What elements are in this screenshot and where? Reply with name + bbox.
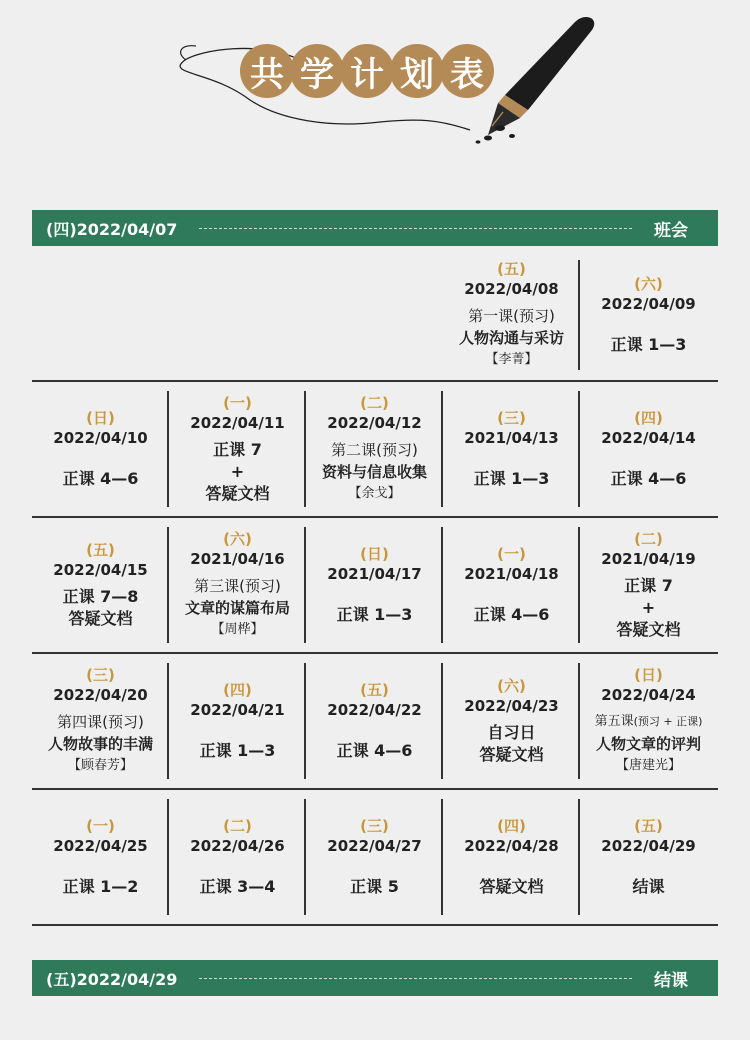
- activity-text: 正课 3—4: [199, 877, 276, 896]
- weekday-label: (三): [360, 817, 389, 835]
- weekday-label: (六): [634, 275, 663, 293]
- lesson-number: 第三课(预习): [194, 577, 281, 595]
- activity-text: 结课: [632, 877, 665, 896]
- bottom-banner-date: (五)2022/04/29: [46, 969, 178, 989]
- date-label: 2022/04/24: [601, 686, 696, 704]
- fountain-pen-icon: [488, 17, 594, 135]
- page-title: [240, 44, 490, 98]
- lesson-number: 第四课(预习): [57, 713, 144, 731]
- row-divider: [32, 380, 718, 382]
- row-divider: [32, 924, 718, 926]
- lesson-title: 人物故事的丰满: [47, 735, 153, 753]
- activity-text: 正课 4—6: [610, 469, 687, 488]
- title-char: 表: [440, 44, 494, 98]
- date-label: 2022/04/12: [327, 414, 422, 432]
- lesson-number: 第二课(预习): [331, 441, 418, 459]
- lesson-teacher: 【周桦】: [211, 622, 264, 637]
- activity-text: 正课 7: [624, 576, 673, 595]
- banner-dashed-line: [199, 978, 632, 979]
- weekday-label: (三): [86, 666, 115, 684]
- top-banner-date: (四)2022/04/07: [46, 219, 178, 239]
- weekday-label: (五): [86, 541, 115, 559]
- activity-text: 答疑文档: [68, 609, 133, 628]
- day-cell: [169, 791, 306, 923]
- date-label: 2021/04/19: [601, 550, 696, 568]
- bottom-banner-label: 结课: [654, 970, 688, 991]
- lesson-number-text: 第五课: [594, 714, 634, 729]
- top-banner-label: 班会: [654, 220, 688, 241]
- weekday-label: (六): [497, 677, 526, 695]
- lesson-teacher: 【余戈】: [348, 486, 401, 501]
- weekday-label: (日): [360, 545, 389, 563]
- activity-text: 正课 1—3: [473, 469, 550, 488]
- weekday-label: (四): [634, 409, 663, 427]
- week-row: [32, 655, 718, 787]
- row-divider: [32, 516, 718, 518]
- weekday-label: (五): [634, 817, 663, 835]
- title-char: 计: [340, 44, 394, 98]
- date-label: 2021/04/16: [190, 550, 285, 568]
- date-label: 2022/04/23: [464, 697, 559, 715]
- date-label: 2022/04/11: [190, 414, 285, 432]
- day-cell: [580, 519, 717, 651]
- weekday-label: (二): [634, 530, 663, 548]
- lesson-title: 人物文章的评判: [595, 735, 701, 753]
- weekday-label: (日): [634, 666, 663, 684]
- weekday-label: (五): [360, 681, 389, 699]
- date-label: 2022/04/27: [327, 837, 422, 855]
- day-cell: [32, 519, 169, 651]
- activity-text: 正课 7—8: [62, 587, 139, 606]
- date-label: 2022/04/22: [327, 701, 422, 719]
- activity-text: 正课 5: [350, 877, 399, 896]
- lesson-title: 人物沟通与采访: [458, 329, 564, 347]
- day-cell: [306, 519, 443, 651]
- day-cell: [580, 252, 717, 378]
- date-label: 2022/04/25: [53, 837, 148, 855]
- lesson-title: 资料与信息收集: [321, 463, 427, 481]
- week-row: [32, 252, 718, 378]
- row-divider: [32, 788, 718, 790]
- activity-text: +: [641, 598, 656, 617]
- lesson-number: 第一课(预习): [468, 307, 555, 325]
- lesson-note: (预习 + 正课): [633, 715, 703, 728]
- activity-text: 正课 1—2: [62, 877, 139, 896]
- lesson-title: 文章的谋篇布局: [184, 599, 290, 617]
- weekday-label: (五): [497, 260, 526, 278]
- date-label: 2022/04/21: [190, 701, 285, 719]
- weekday-label: (三): [497, 409, 526, 427]
- activity-text: 答疑文档: [479, 745, 544, 764]
- banner-dashed-line: [199, 228, 632, 229]
- activity-text: 正课 4—6: [473, 605, 550, 624]
- lesson-teacher: 【唐建光】: [615, 758, 681, 773]
- activity-text: 答疑文档: [616, 620, 681, 639]
- empty-day-cell: [169, 252, 306, 378]
- activity-text: 正课 1—3: [199, 741, 276, 760]
- empty-day-cell: [32, 252, 169, 378]
- day-cell: [306, 655, 443, 787]
- day-cell: [306, 791, 443, 923]
- date-label: 2022/04/14: [601, 429, 696, 447]
- day-cell: [580, 383, 717, 515]
- row-divider: [32, 652, 718, 654]
- activity-text: 正课 4—6: [62, 469, 139, 488]
- title-char: 共: [240, 44, 294, 98]
- activity-text: 答疑文档: [479, 877, 544, 896]
- day-cell: [443, 519, 580, 651]
- day-cell: [169, 383, 306, 515]
- date-label: 2022/04/20: [53, 686, 148, 704]
- activity-text: 正课 1—3: [610, 335, 687, 354]
- date-label: 2022/04/08: [464, 280, 559, 298]
- date-label: 2021/04/17: [327, 565, 422, 583]
- day-cell: [443, 791, 580, 923]
- day-cell: [443, 655, 580, 787]
- weekday-label: (一): [86, 817, 115, 835]
- activity-text: 答疑文档: [205, 484, 270, 503]
- day-cell: [169, 519, 306, 651]
- activity-text: 正课 4—6: [336, 741, 413, 760]
- date-label: 2022/04/15: [53, 561, 148, 579]
- activity-text: 自习日: [487, 723, 536, 742]
- day-cell: [32, 655, 169, 787]
- day-cell: [169, 655, 306, 787]
- weekday-label: (二): [360, 394, 389, 412]
- day-cell: [32, 791, 169, 923]
- bottom-banner: [32, 960, 718, 996]
- date-label: 2022/04/09: [601, 295, 696, 313]
- date-label: 2021/04/18: [464, 565, 559, 583]
- lesson-teacher: 【顾春芳】: [67, 758, 133, 773]
- date-label: 2022/04/10: [53, 429, 148, 447]
- activity-text: +: [230, 462, 245, 481]
- title-char: 划: [390, 44, 444, 98]
- week-row: [32, 791, 718, 923]
- week-row: [32, 383, 718, 515]
- title-area: [0, 0, 750, 180]
- date-label: 2022/04/28: [464, 837, 559, 855]
- lesson-number: [595, 711, 703, 733]
- day-cell: [443, 383, 580, 515]
- date-label: 2021/04/13: [464, 429, 559, 447]
- activity-text: 正课 1—3: [336, 605, 413, 624]
- weekday-label: (四): [223, 681, 252, 699]
- day-cell: [580, 655, 717, 787]
- day-cell: [580, 791, 717, 923]
- day-cell: [443, 252, 580, 378]
- date-label: 2022/04/26: [190, 837, 285, 855]
- top-banner: [32, 210, 718, 246]
- weekday-label: (六): [223, 530, 252, 548]
- day-cell: [306, 383, 443, 515]
- weekday-label: (日): [86, 409, 115, 427]
- week-row: [32, 519, 718, 651]
- activity-text: 正课 7: [213, 440, 262, 459]
- weekday-label: (一): [497, 545, 526, 563]
- day-cell: [32, 383, 169, 515]
- date-label: 2022/04/29: [601, 837, 696, 855]
- weekday-label: (四): [497, 817, 526, 835]
- title-char: 学: [290, 44, 344, 98]
- lesson-teacher: 【李菁】: [485, 352, 538, 367]
- empty-day-cell: [306, 252, 443, 378]
- weekday-label: (一): [223, 394, 252, 412]
- weekday-label: (二): [223, 817, 252, 835]
